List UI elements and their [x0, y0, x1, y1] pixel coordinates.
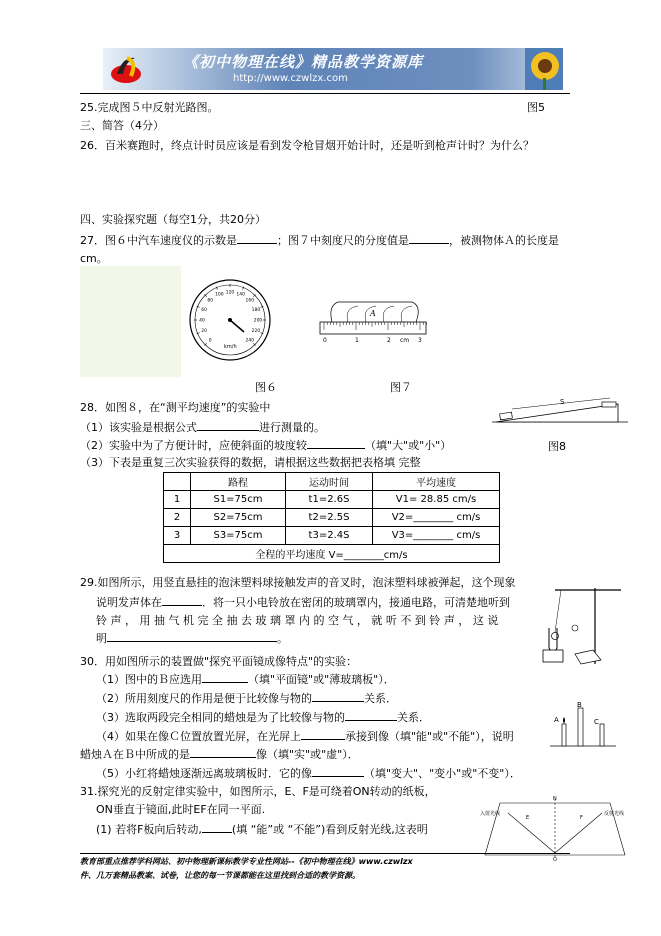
- mirror-candle-figure: [548, 700, 618, 748]
- q31-line3-text-a: (1) 若将F板向后转动,: [96, 823, 202, 836]
- header-banner: [103, 48, 563, 90]
- slope-distance-label: S: [560, 398, 565, 406]
- q30-part1-text-a: （1）图中的Ｂ应选用: [96, 673, 202, 686]
- section-4-heading: 四、实验探究题（每空1分，共20分）: [80, 213, 266, 226]
- ruler-body: [320, 322, 426, 334]
- q30-part5-text-a: （5）小红将蜡烛逐渐远离玻璃板时．它的像: [96, 767, 312, 780]
- q30-blank-image-type[interactable]: [190, 757, 256, 758]
- q31-line2: ON垂直于镜面,此时EF在同一平面.: [96, 803, 266, 816]
- table-cell: t1=2.6S: [286, 491, 373, 509]
- speedometer-tick-label: 60: [201, 307, 207, 313]
- q30-part3-text-b: 关系．: [397, 711, 430, 724]
- q27-text-c: ，被测物体Ａ的长度是: [449, 234, 559, 247]
- q28-part1: [80, 421, 325, 435]
- logo-icon: [109, 52, 143, 86]
- section-3-heading: 三、简答（4分）: [80, 119, 164, 132]
- board-e-label: E: [526, 815, 530, 821]
- q27-line1: [80, 234, 559, 248]
- q27-blank-speed[interactable]: [237, 243, 277, 244]
- speedometer-figure: [188, 276, 272, 366]
- q27-blank-division[interactable]: [409, 243, 449, 244]
- q30-intro: 30．用如图所示的装置做"探究平面镜成像特点"的实验：: [80, 655, 358, 668]
- table-header-row: [164, 473, 500, 491]
- q28-blank-slope[interactable]: [307, 448, 365, 449]
- q30-part3-text-a: （3）选取两段完全相同的蜡烛是为了比较像与物的: [96, 711, 345, 724]
- speedometer-tick-label: 200: [253, 318, 263, 324]
- q28-part1-text-a: （1）该实验是根据公式: [80, 421, 197, 434]
- q25-text: 25.完成图５中反射光路图。: [80, 101, 219, 114]
- q30-part1: [96, 673, 395, 687]
- speedometer-tick-label: 0: [208, 338, 212, 344]
- q30-part4b: [80, 748, 359, 762]
- q31-line3: [96, 823, 428, 837]
- q30-part2-text-a: （2）所用刻度尺的作用是便于比较像与物的: [96, 692, 312, 705]
- q28-part1-text-b: 进行测量的。: [259, 421, 325, 434]
- speedometer-tick-label: 220: [251, 329, 261, 335]
- figure-background: [80, 266, 181, 377]
- table-header-cell: [164, 473, 191, 491]
- q29-line2-text-a: 说明发声体在: [96, 596, 162, 609]
- header-url[interactable]: http://www.czwlzx.com: [233, 73, 348, 84]
- q31-line3-text-b: (填 “能”或 “不能”)看到反射光线,这表明: [231, 823, 428, 836]
- table-cell: t3=2.4S: [286, 527, 373, 545]
- q30-part1-text-b: （填"平面镜"或"薄玻璃板"）．: [248, 673, 395, 686]
- point-o-label: O: [553, 857, 557, 861]
- table-cell: S1=75cm: [191, 491, 286, 509]
- q27-text-a: 27．图６中汽车速度仪的示数是: [80, 234, 237, 247]
- q30-part3: [96, 711, 430, 725]
- q30-blank-candles[interactable]: [345, 720, 397, 721]
- q29-blank-vibration[interactable]: [162, 605, 202, 606]
- table-footer-cell[interactable]: 全程的平均速度 V=________cm/s: [164, 545, 500, 563]
- ruler-label-0: 0: [323, 337, 327, 344]
- table-cell-answer[interactable]: V2=________ cm/s: [373, 509, 500, 527]
- incident-ray-label: 入射光线: [480, 811, 501, 817]
- figure-7-label: 图７: [390, 381, 412, 394]
- q29-line4-text-a: 明: [96, 632, 107, 645]
- candle-c-label: C: [594, 718, 599, 726]
- tuning-fork-figure: [535, 584, 625, 668]
- q30-part4-text-b: 承接到像（填"能"或"不能"），说明: [345, 730, 514, 743]
- reflection-figure: [480, 795, 630, 861]
- header-title: 《初中物理在线》精品教学资源库: [183, 53, 424, 71]
- q31-blank-reflect[interactable]: [202, 832, 232, 833]
- q28-part3: （3）下表是重复三次实验获得的数据，请根据这些数据把表格填 完整: [80, 456, 421, 469]
- table-row: [164, 491, 500, 509]
- ruler-label-unit: cm: [400, 337, 410, 344]
- table-cell: 2: [164, 509, 191, 527]
- sunflower-icon: [525, 48, 563, 90]
- q30-part4-text-c: 蜡烛Ａ在Ｂ中所成的是: [80, 748, 190, 761]
- speed-data-table: [163, 472, 500, 563]
- table-cell: V1= 28.85 cm/s: [373, 491, 500, 509]
- q29-line1: 29.如图所示，用竖直悬挂的泡沫塑料球接触发声的音叉时，泡沫塑料球被弹起，这个现象: [80, 576, 516, 589]
- table-cell: S2=75cm: [191, 509, 286, 527]
- q30-blank-size[interactable]: [312, 776, 364, 777]
- q26-text: 26．百米赛跑时，终点计时员应该是看到发令枪冒烟开始计时，还是听到枪声计时？为什么？: [80, 139, 534, 152]
- q29-line4-text-b: 。: [277, 632, 288, 645]
- reflected-ray-label: 反射光线: [604, 811, 625, 817]
- table-cell: 1: [164, 491, 191, 509]
- figure-6-label: 图６: [255, 381, 277, 394]
- footer-line1: 教育部重点推荐学科网站、初中物理新课标教学专业性网站--《初中物理在线》www.czwlzx: [80, 857, 413, 866]
- speedometer-tick-label: 140: [236, 292, 245, 298]
- ruler-object-label: A: [370, 309, 376, 318]
- header-rule: [80, 93, 570, 94]
- board-f-label: F: [580, 815, 583, 821]
- table-header-cell: 平均速度: [373, 473, 500, 491]
- speedometer-tick-label: 20: [201, 329, 207, 335]
- table-cell: t2=2.5S: [286, 509, 373, 527]
- speedometer-tick-label: 180: [251, 307, 261, 313]
- q30-part4-text-d: 像（填"实"或"虚"）．: [256, 748, 359, 761]
- q30-part2-text-b: 关系．: [364, 692, 397, 705]
- speedometer-tick-label: 80: [207, 298, 214, 304]
- table-cell: S3=75cm: [191, 527, 286, 545]
- speedometer-unit: km/h: [224, 344, 237, 350]
- table-cell: 3: [164, 527, 191, 545]
- speedometer-tick-label: 160: [245, 298, 255, 304]
- q30-blank-ruler[interactable]: [312, 701, 364, 702]
- q30-part2: [96, 692, 397, 706]
- table-header-cell: 运动时间: [286, 473, 373, 491]
- q29-line3: 铃 声 ， 用 抽 气 机 完 全 抽 去 玻 璃 罩 内 的 空 气 ， 就 听 不 到 铃 声 ， 这 说: [96, 614, 499, 627]
- table-row: [164, 527, 500, 545]
- q29-line4: [96, 632, 288, 646]
- q29-line2: [96, 596, 510, 610]
- speedometer-hub: [228, 318, 232, 322]
- figure-5-label: 图5: [527, 101, 545, 114]
- footer-rule: [80, 853, 570, 854]
- speedometer-tick-label: 40: [199, 318, 205, 324]
- glass-b-label: B: [577, 701, 582, 709]
- footer-line2: 件、几万套精品教案、试卷，让您的每一节课都能在这里找到合适的教学资源。: [80, 871, 360, 880]
- normal-n-label: N: [553, 796, 557, 802]
- table-row: [164, 509, 500, 527]
- q30-part5: [96, 767, 521, 781]
- slope-figure: [490, 396, 630, 426]
- table-header-cell: 路程: [191, 473, 286, 491]
- ruler-figure: [318, 296, 430, 344]
- q28-intro: 28．如图８，在“测平均速度”的实验中: [80, 401, 271, 414]
- ruler-label-2: 2: [387, 337, 391, 344]
- table-cell-answer[interactable]: V3=________ cm/s: [373, 527, 500, 545]
- table-footer-row: [164, 545, 500, 563]
- q28-part2: [80, 439, 451, 453]
- ruler-label-3: 3: [418, 337, 422, 344]
- candle-a-label: A: [554, 716, 559, 724]
- q30-part4: [96, 730, 514, 744]
- q28-blank-formula[interactable]: [197, 430, 259, 431]
- speedometer-tick-label: 100: [215, 292, 224, 298]
- q30-part4-text-a: （4）如果在像Ｃ位置放置光屏，在光屏上: [96, 730, 301, 743]
- q31-line1: 31.探究光的反射定律实验中，如图所示，E、F是可绕着ON转动的纸板，: [80, 785, 436, 798]
- speedometer-tick-label: 240: [245, 338, 255, 344]
- q30-blank-screen[interactable]: [301, 739, 345, 740]
- q30-blank-b-choice[interactable]: [202, 682, 248, 683]
- q29-line2-text-b: ．将一只小电铃放在密闭的玻璃罩内，接通电路，可清楚地听到: [202, 596, 510, 609]
- q28-part2-text-b: （填"大"或"小"）: [365, 439, 452, 452]
- q30-part5-text-b: （填"变大"、"变小"或"不变"）．: [364, 767, 521, 780]
- figure-8-label: 图8: [548, 440, 566, 453]
- q27-line2: cm。: [80, 252, 108, 265]
- q27-text-b: ；图７中刻度尺的分度值是: [277, 234, 409, 247]
- q28-part2-text-a: （2）实验中为了方便计时，应使斜面的坡度较: [80, 439, 307, 452]
- ruler-label-1: 1: [355, 337, 359, 344]
- q29-blank-conclusion[interactable]: [107, 641, 277, 642]
- speedometer-tick-label: 120: [225, 290, 235, 296]
